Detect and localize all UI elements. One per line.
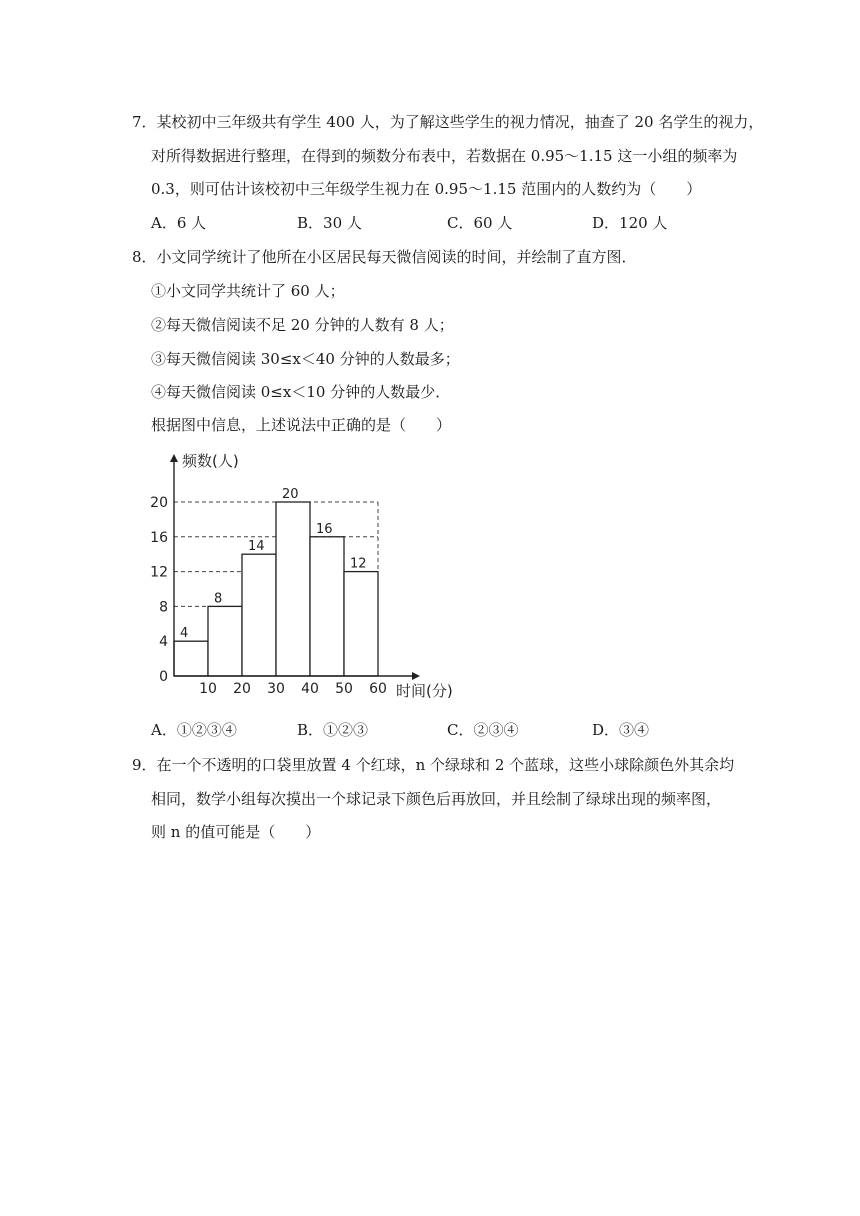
histogram-bar-3 [276, 502, 310, 676]
bar-value-label-5: 12 [350, 556, 367, 572]
q8-option-c[interactable]: C．②③④ [447, 721, 519, 739]
x-tick-label-40: 40 [301, 681, 319, 697]
histogram-bar-1 [208, 606, 242, 676]
x-axis-arrow [412, 672, 420, 680]
y-axis-arrow [170, 454, 178, 462]
x-tick-label-20: 20 [233, 681, 251, 697]
x-tick-label-50: 50 [335, 681, 353, 697]
x-axis-title: 时间(分) [396, 682, 453, 700]
q8-line-1: 8．小文同学统计了他所在小区居民每天微信阅读的时间，并绘制了直方图． [132, 248, 637, 266]
q8-option-d[interactable]: D．③④ [592, 721, 650, 739]
x-tick-label-60: 60 [369, 681, 387, 697]
q7-option-a[interactable]: A．6 人 [151, 214, 207, 232]
histogram-chart [140, 448, 460, 703]
q7-line-2: 对所得数据进行整理，在得到的频数分布表中，若数据在 0.95～1.15 这一小组的频率为 [151, 147, 738, 165]
q9-line-1: 9．在一个不透明的口袋里放置 4 个红球，n 个绿球和 2 个蓝球，这些小球除颜色外其余均 [132, 756, 735, 774]
x-tick-label-30: 30 [267, 681, 285, 697]
y-tick-label-20: 20 [150, 495, 168, 511]
y-axis-title: 频数(人) [182, 452, 239, 470]
histogram-bar-4 [310, 537, 344, 676]
q8-statement-4: ④每天微信阅读 0≤x＜10 分钟的人数最少． [151, 383, 451, 401]
q7-line-3: 0.3，则可估计该校初中三年级学生视力在 0.95～1.15 范围内的人数约为（ ） [151, 180, 702, 198]
q9-line-2: 相同，数学小组每次摸出一个球记录下颜色后再放回，并且绘制了绿球出现的频率图， [151, 790, 722, 808]
bar-value-label-0: 4 [180, 626, 189, 642]
q7-option-b[interactable]: B．30 人 [297, 214, 362, 232]
x-tick-label-10: 10 [199, 681, 217, 697]
y-tick-label-0: 0 [159, 669, 168, 685]
q9-line-3: 则 n 的值可能是（ ） [151, 823, 321, 841]
y-tick-label-8: 8 [159, 599, 168, 616]
q8-option-b[interactable]: B．①②③ [297, 721, 369, 739]
q7-option-d[interactable]: D．120 人 [592, 214, 668, 232]
bar-value-label-3: 20 [282, 487, 299, 502]
y-tick-label-12: 12 [150, 564, 168, 581]
q8-question: 根据图中信息，上述说法中正确的是（ ） [151, 416, 452, 434]
q8-statement-1: ①小文同学共统计了 60 人； [151, 282, 345, 300]
bar-value-label-4: 16 [316, 521, 333, 537]
q8-statement-3: ③每天微信阅读 30≤x＜40 分钟的人数最多； [151, 350, 460, 368]
q8-statement-2: ②每天微信阅读不足 20 分钟的人数有 8 人； [151, 316, 454, 334]
bar-value-label-2: 14 [248, 539, 265, 555]
bar-value-label-1: 8 [214, 591, 223, 607]
y-tick-label-4: 4 [159, 634, 168, 651]
q7-option-c[interactable]: C．60 人 [447, 214, 513, 232]
q8-option-a[interactable]: A．①②③④ [151, 721, 237, 739]
y-tick-label-16: 16 [150, 529, 168, 546]
histogram-bar-5 [344, 572, 378, 676]
q7-line-1: 7．某校初中三年级共有学生 400 人，为了解这些学生的视力情况，抽查了 20 名学生的视力， [132, 113, 764, 131]
histogram-bar-0 [174, 641, 208, 676]
histogram-bar-2 [242, 554, 276, 676]
